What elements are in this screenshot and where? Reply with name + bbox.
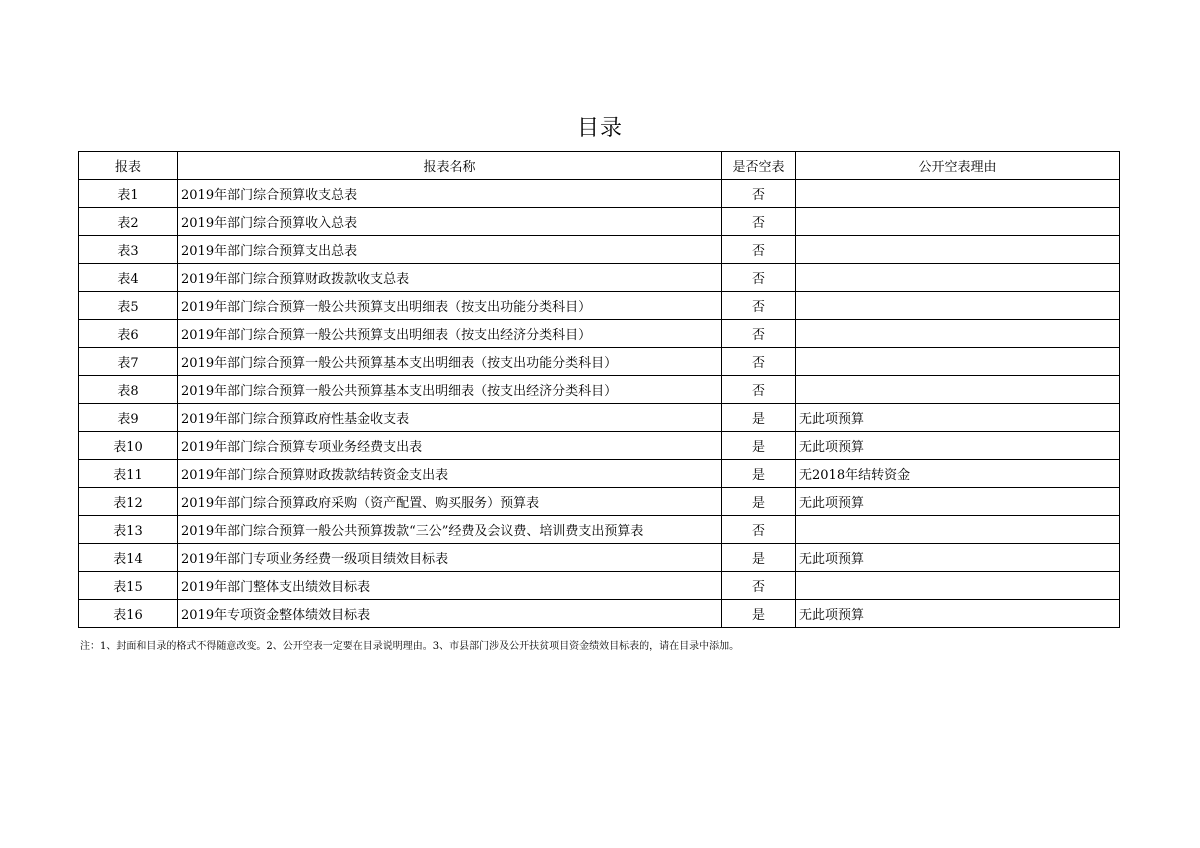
cell-name: 2019年部门整体支出绩效目标表	[178, 572, 722, 600]
table-row	[79, 180, 1120, 208]
cell-reason: 无此项预算	[796, 432, 1120, 460]
table-row	[79, 572, 1120, 600]
cell-reason	[796, 180, 1120, 208]
table-row	[79, 320, 1120, 348]
cell-name: 2019年专项资金整体绩效目标表	[178, 600, 722, 628]
cell-name: 2019年部门综合预算收支总表	[178, 180, 722, 208]
cell-is-empty: 是	[722, 544, 796, 572]
cell-is-empty: 否	[722, 236, 796, 264]
table-row	[79, 544, 1120, 572]
cell-name: 2019年部门综合预算政府性基金收支表	[178, 404, 722, 432]
cell-reason	[796, 516, 1120, 544]
cell-code: 表9	[79, 404, 178, 432]
table-row	[79, 488, 1120, 516]
cell-is-empty: 是	[722, 600, 796, 628]
cell-reason: 无2018年结转资金	[796, 460, 1120, 488]
cell-is-empty: 否	[722, 180, 796, 208]
cell-code: 表16	[79, 600, 178, 628]
cell-code: 表2	[79, 208, 178, 236]
cell-reason	[796, 208, 1120, 236]
cell-is-empty: 是	[722, 460, 796, 488]
cell-reason: 无此项预算	[796, 404, 1120, 432]
table-row	[79, 432, 1120, 460]
cell-reason: 无此项预算	[796, 600, 1120, 628]
cell-code: 表6	[79, 320, 178, 348]
cell-code: 表10	[79, 432, 178, 460]
header-name: 报表名称	[178, 152, 722, 180]
cell-reason	[796, 264, 1120, 292]
table-body	[79, 180, 1120, 628]
cell-is-empty: 否	[722, 516, 796, 544]
table-row	[79, 236, 1120, 264]
cell-name: 2019年部门专项业务经费一级项目绩效目标表	[178, 544, 722, 572]
table-row	[79, 516, 1120, 544]
cell-is-empty: 否	[722, 292, 796, 320]
cell-name: 2019年部门综合预算收入总表	[178, 208, 722, 236]
cell-reason	[796, 376, 1120, 404]
cell-is-empty: 否	[722, 572, 796, 600]
header-reason: 公开空表理由	[796, 152, 1120, 180]
header-is-empty: 是否空表	[722, 152, 796, 180]
cell-name: 2019年部门综合预算财政拨款结转资金支出表	[178, 460, 722, 488]
cell-name: 2019年部门综合预算政府采购（资产配置、购买服务）预算表	[178, 488, 722, 516]
cell-is-empty: 否	[722, 264, 796, 292]
cell-reason: 无此项预算	[796, 488, 1120, 516]
cell-code: 表7	[79, 348, 178, 376]
cell-code: 表5	[79, 292, 178, 320]
catalog-table	[78, 151, 1120, 628]
cell-code: 表3	[79, 236, 178, 264]
cell-is-empty: 否	[722, 320, 796, 348]
cell-code: 表4	[79, 264, 178, 292]
table-row	[79, 460, 1120, 488]
cell-is-empty: 否	[722, 348, 796, 376]
table-row	[79, 404, 1120, 432]
table-row	[79, 264, 1120, 292]
cell-is-empty: 是	[722, 432, 796, 460]
page-title: 目录	[576, 116, 623, 141]
cell-reason	[796, 348, 1120, 376]
cell-is-empty: 是	[722, 488, 796, 516]
cell-code: 表14	[79, 544, 178, 572]
cell-reason	[796, 320, 1120, 348]
cell-name: 2019年部门综合预算一般公共预算基本支出明细表（按支出经济分类科目）	[178, 376, 722, 404]
cell-code: 表11	[79, 460, 178, 488]
table-row	[79, 292, 1120, 320]
cell-name: 2019年部门综合预算一般公共预算拨款“三公”经费及会议费、培训费支出预算表	[178, 516, 722, 544]
cell-code: 表12	[79, 488, 178, 516]
table-header-row	[79, 152, 1120, 180]
cell-is-empty: 否	[722, 376, 796, 404]
cell-code: 表15	[79, 572, 178, 600]
cell-name: 2019年部门综合预算支出总表	[178, 236, 722, 264]
cell-code: 表1	[79, 180, 178, 208]
table-row	[79, 208, 1120, 236]
cell-reason	[796, 572, 1120, 600]
header-code: 报表	[79, 152, 178, 180]
cell-name: 2019年部门综合预算专项业务经费支出表	[178, 432, 722, 460]
cell-code: 表13	[79, 516, 178, 544]
cell-name: 2019年部门综合预算财政拨款收支总表	[178, 264, 722, 292]
cell-reason	[796, 292, 1120, 320]
table-row	[79, 376, 1120, 404]
cell-name: 2019年部门综合预算一般公共预算基本支出明细表（按支出功能分类科目）	[178, 348, 722, 376]
cell-reason: 无此项预算	[796, 544, 1120, 572]
cell-name: 2019年部门综合预算一般公共预算支出明细表（按支出经济分类科目）	[178, 320, 722, 348]
cell-is-empty: 否	[722, 208, 796, 236]
cell-reason	[796, 236, 1120, 264]
table-row	[79, 600, 1120, 628]
cell-name: 2019年部门综合预算一般公共预算支出明细表（按支出功能分类科目）	[178, 292, 722, 320]
cell-code: 表8	[79, 376, 178, 404]
cell-is-empty: 是	[722, 404, 796, 432]
footnote: 注：1、封面和目录的格式不得随意改变。2、公开空表一定要在目录说明理由。3、市县部门涉及公开扶贫项目资金绩效目标表的，请在目录中添加。	[80, 641, 740, 652]
table-row	[79, 348, 1120, 376]
